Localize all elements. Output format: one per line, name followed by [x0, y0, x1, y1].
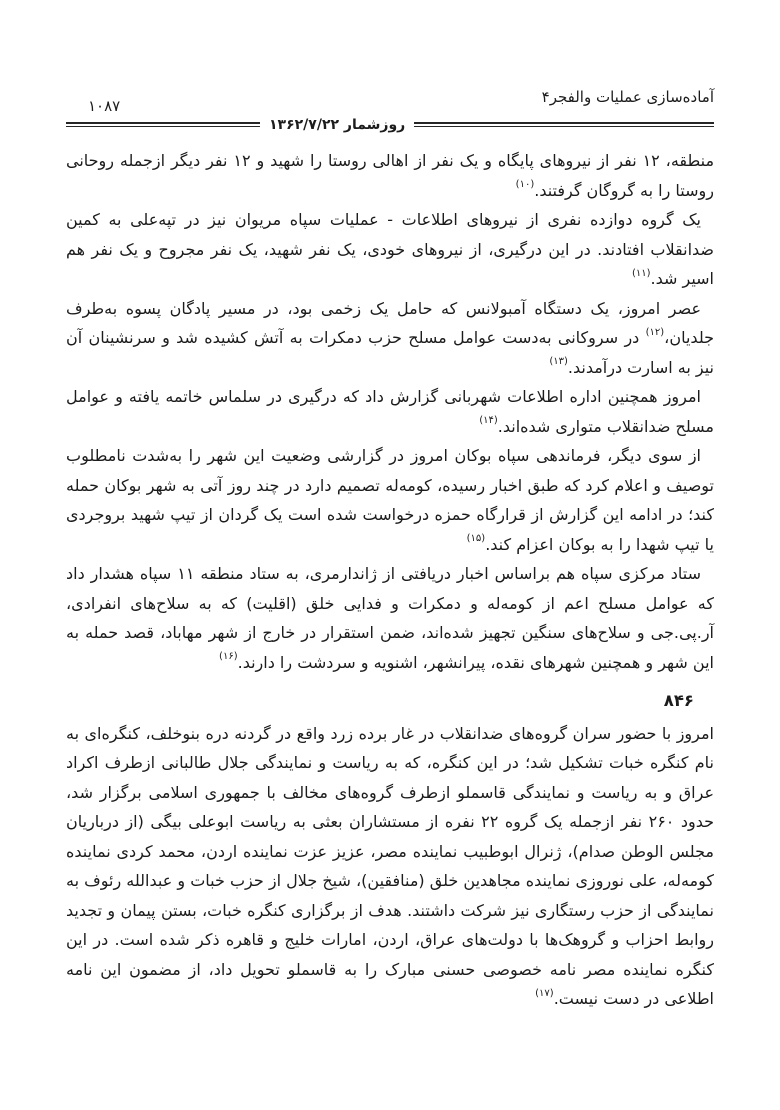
paragraph: عصر امروز، یک دستگاه آمبولانس که حامل یک زخمی بود، در مسیر پادگان پسوه به‌طرف جلدیان،$^{(۱۲)}$ در سروکانی به‌دست عوامل مسلح حزب دمکرات به آتش کشیده شد و سرنشینان آن نیز به اسارت درآمدند.$^{(۱۳)}$	[66, 298, 714, 377]
footnote-marker: (۱۵)	[466, 533, 486, 545]
footnote-marker: (۱۳)	[549, 356, 568, 368]
paragraph: ستاد مرکزی سپاه هم براساس اخبار دریافتی از ژاندارمری، به ستاد منطقه ۱۱ سپاه هشدار داد که عوامل مسلح اعم از کومه‌له و دمکرات و فدایی خلق (اقلیت) که به سلاح‌های انفرادی، آر.پی.جی و سلاح‌های سنگین تجهیز شده‌اند، ضمن استقرار در خارج از شهر مهاباد، قصد حمله به این شهر و همچنین شهرهای نقده، پیرانشهر، اشنویه و سردشت را دارند.$^{(۱۶)}$	[66, 564, 714, 672]
running-head-title: آماده‌سازی عملیات والفجر۴	[541, 88, 714, 106]
paragraph: از سوی دیگر، فرماندهی سپاه بوکان امروز در گزارشی وضعیت این شهر را به‌شدت نامطلوب توصیف و اعلام کرد که طبق اخبار رسیده، کومه‌له تصمیم دارد در چند روز آتی به شهر بوکان حمله کند؛ در ادامه این گزارش از قرارگاه حمزه درخواست شده است یک گردان از تیپ شهید بروجردی یا تیپ شهدا را به بوکان اعزام کند.$^{(۱۵)}$	[66, 446, 714, 554]
page-header	[66, 90, 714, 136]
paragraph: منطقه، ۱۲ نفر از نیروهای پایگاه و یک نفر از اهالی روستا را شهید و ۱۲ نفر دیگر ازجمله روحانی روستا را به گروگان گرفتند.$^{(۱۰)}$	[66, 151, 715, 200]
footnote-marker: (۱۴)	[479, 415, 498, 427]
footnote-marker: (۱۲)	[645, 326, 665, 338]
header-rule-left-segment	[66, 122, 260, 127]
header-rule-right-segment	[414, 122, 714, 127]
header-rule	[66, 116, 714, 132]
footnote-marker: (۱۰)	[515, 179, 535, 191]
body-text	[66, 146, 714, 1014]
footnote-marker: (۱۶)	[219, 651, 238, 663]
footnote-marker: (۱۱)	[631, 267, 651, 279]
paragraph: امروز همچنین اداره اطلاعات شهربانی گزارش داد که درگیری در سلماس خاتمه یافته و عوامل مسلح ضدانقلاب متواری شده‌اند.$^{(۱۴)}$	[66, 387, 714, 436]
paragraph: امروز با حضور سران گروه‌های ضدانقلاب در غار برده زرد واقع در گردنه دره بنوخلف، کنگره‌ای به نام کنگره خبات تشکیل شد؛ در این کنگره، که به ریاست و نمایندگی جلال طالبانی ازطرف اکراد عراق و به ریاست و نمایندگی قاسملو ازطرف گروه‌های مخالف با جمهوری اسلامی برگزار شد، حدود ۲۶۰ نفر ازجمله یک گروه ۲۲ نفره از مستشاران بعثی به ریاست ابوعلی بیگی (از درباریان مجلس الوطن صدام)، ژنرال ابوطبیب نماینده مصر، عزیز عزت نماینده اردن، محمد کردی نماینده کومه‌له، علی نوروزی نماینده مجاهدین خلق (منافقین)، شیخ جلال از حزب خبات و عبدالله رئوف به نمایندگی از حزب رستگاری نیز شرکت داشتند. هدف از برگزاری کنگره خبات، بستن پیمان و تجدید روابط احزاب و گروهک‌ها با دولت‌های عراق، اردن، امارات خلیج و قاهره ذکر شده است. در این کنگره نماینده مصر نامه خصوصی حسنی مبارک را به قاسملو تحویل داد، از مضمون این نامه اطلاعی در دست نیست.$^{(۱۷)}$	[66, 723, 715, 1008]
footnote-marker: (۱۷)	[535, 987, 554, 999]
chronicle-date-label: روزشمار ۱۳۶۲/۷/۲۲	[269, 117, 406, 133]
section-number: ۸۴۶	[663, 691, 694, 710]
paragraph: یک گروه دوازده نفری از نیروهای اطلاعات - عملیات سپاه مریوان نیز در تپه‌علی به کمین ضدانقلاب افتادند. در این درگیری، از نیروهای خودی، یک نفر شهید، یک نفر مجروح و یک نفر هم اسیر شد.$^{(۱۱)}$	[66, 210, 714, 288]
page-number: ۱۰۸۷	[88, 97, 121, 115]
